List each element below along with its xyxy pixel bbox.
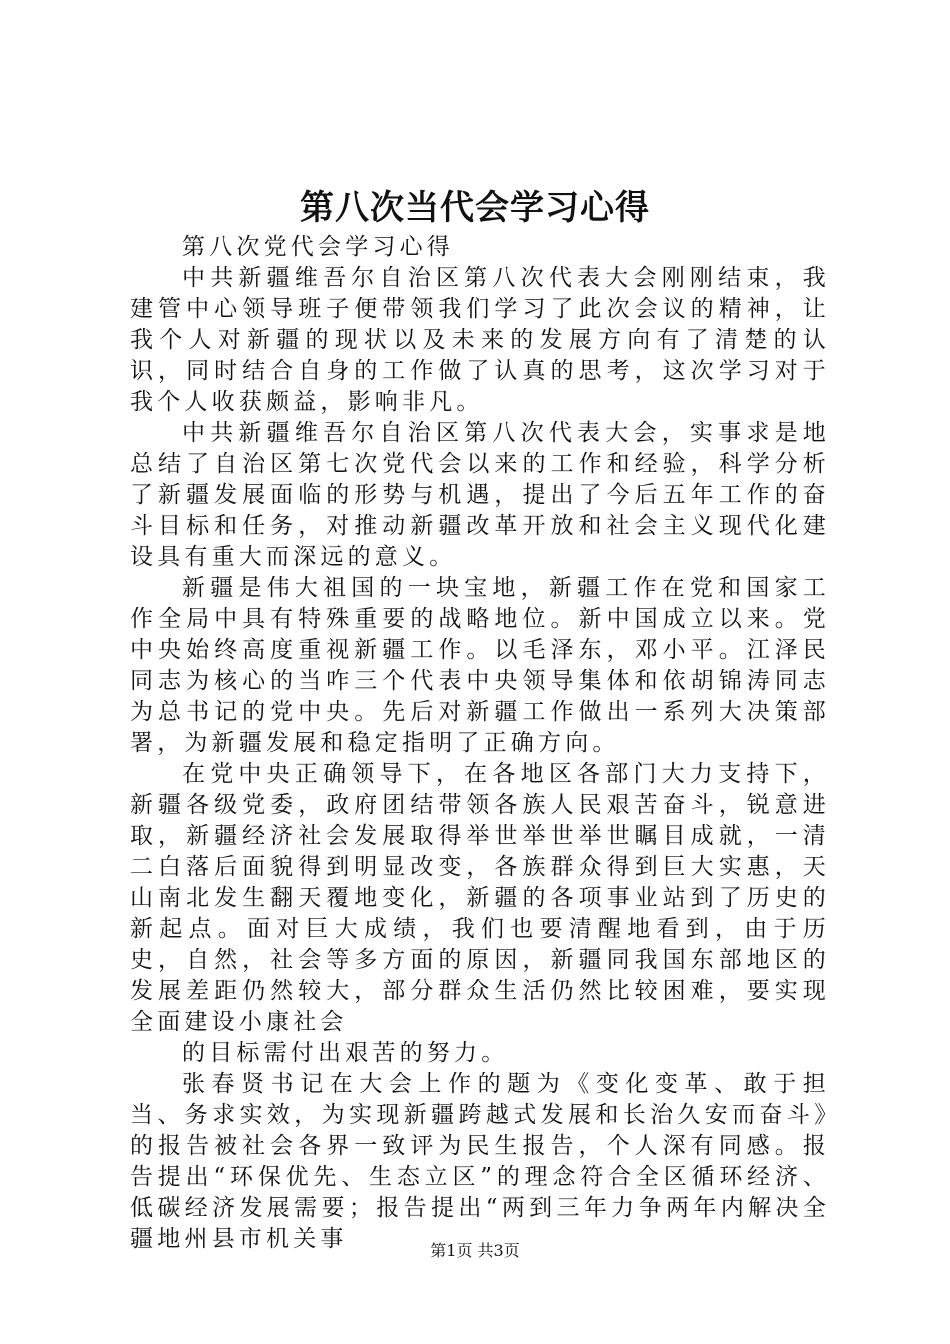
paragraph: 张春贤书记在大会上作的题为《变化变革、敢于担当、务求实效，为实现新疆跨越式发展和长治久安而奋斗》的报告被社会各界一致评为民生报告，个人深有同感。报告提出“环保优先、生态立区”的理念符合全区循环经济、低碳经济发展需要；报告提出“两到三年力争两年内解决全疆地州县市机关事 [130,1071,830,1252]
paragraph: 中共新疆维吾尔自治区第八次代表大会，实事求是地总结了自治区第七次党代会以来的工作和经验，科学分析了新疆发展面临的形势与机遇，提出了今后五年工作的奋斗目标和任务，对推动新疆改革开放和社会主义现代化建设具有重大而深远的意义。 [130,420,830,570]
paragraph-subtitle: 第八次党代会学习心得 [182,234,454,260]
paragraph: 在党中央正确领导下，在各地区各部门大力支持下，新疆各级党委，政府团结带领各族人民艰苦奋斗，锐意进取，新疆经济社会发展取得举世举世举世瞩目成就，一清二白落后面貌得到明显改变，各族群众得到巨大实惠，天山南北发生翻天覆地变化，新疆的各项事业站到了历史的新起点。面对巨大成绩，我们也要清醒地看到，由于历史，自然，社会等多方面的原因，新疆同我国东部地区的发展差距仍然较大，部分群众生活仍然比较困难，要实现全面建设小康社会 [130,761,830,1035]
paragraph: 新疆是伟大祖国的一块宝地，新疆工作在党和国家工作全局中具有特殊重要的战略地位。新中国成立以来。党中央始终高度重视新疆工作。以毛泽东，邓小平。江泽民同志为核心的当咋三个代表中央领导集体和依胡锦涛同志为总书记的党中央。先后对新疆工作做出一系列大决策部署，为新疆发展和稳定指明了正确方向。 [130,575,830,756]
document-title: 第八次当代会学习心得 [300,188,650,228]
paragraph: 的目标需付出艰苦的努力。 [182,1040,509,1066]
page-number-footer: 第1页 共3页 [430,1241,520,1260]
paragraph: 中共新疆维吾尔自治区第八次代表大会刚刚结束，我建管中心领导班子便带领我们学习了此次会议的精神，让我个人对新疆的现状以及未来的发展方向有了清楚的认识，同时结合自身的工作做了认真的思考，这次学习对于我个人收获颇益，影响非凡。 [130,265,830,415]
document-body [130,232,830,1255]
